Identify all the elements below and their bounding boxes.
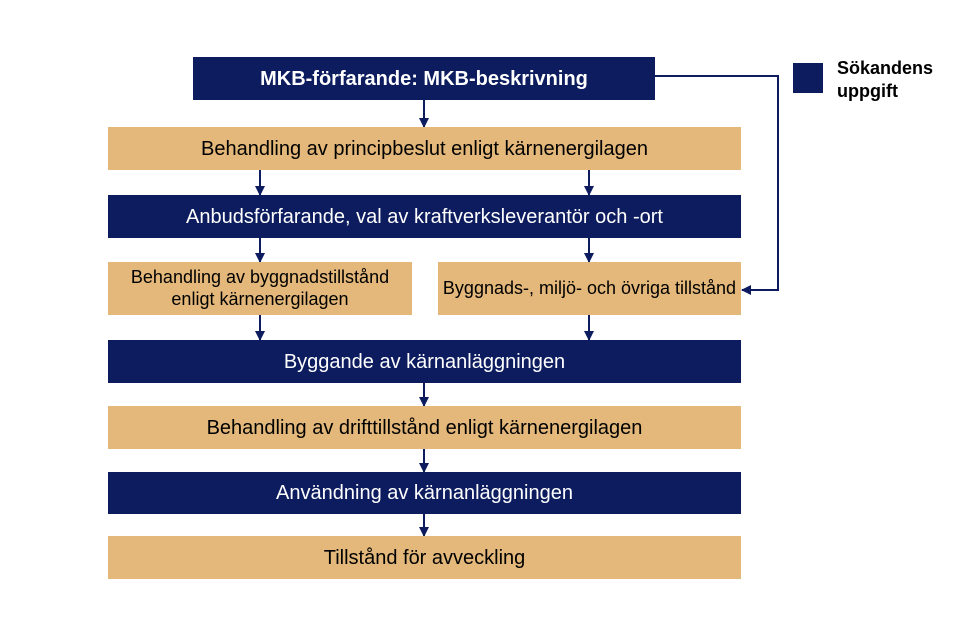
box-avveckling: Tillstånd för avveckling xyxy=(108,536,741,579)
box-byggande: Byggande av kärnanläggningen xyxy=(108,340,741,383)
box-anvandning: Användning av kärnanläggningen xyxy=(108,472,741,514)
arrow-mkb-to-ovriga xyxy=(655,76,778,290)
legend-label: Sökandens uppgift xyxy=(837,58,934,101)
box-principbeslut: Behandling av principbeslut enligt kärnenergilagen xyxy=(108,127,741,170)
box-byggnadstillstand: Behandling av byggnadstillstånd enligt kärnenergilagen xyxy=(108,262,412,315)
box-mkb: MKB-förfarande: MKB-beskrivning xyxy=(193,57,655,100)
box-ovriga: Byggnads-, miljö- och övriga tillstånd xyxy=(438,262,741,315)
legend-swatch xyxy=(793,63,823,93)
box-drifttillstand: Behandling av drifttillstånd enligt kärnenergilagen xyxy=(108,406,741,449)
box-anbud: Anbudsförfarande, val av kraftverksleverantör och -ort xyxy=(108,195,741,238)
